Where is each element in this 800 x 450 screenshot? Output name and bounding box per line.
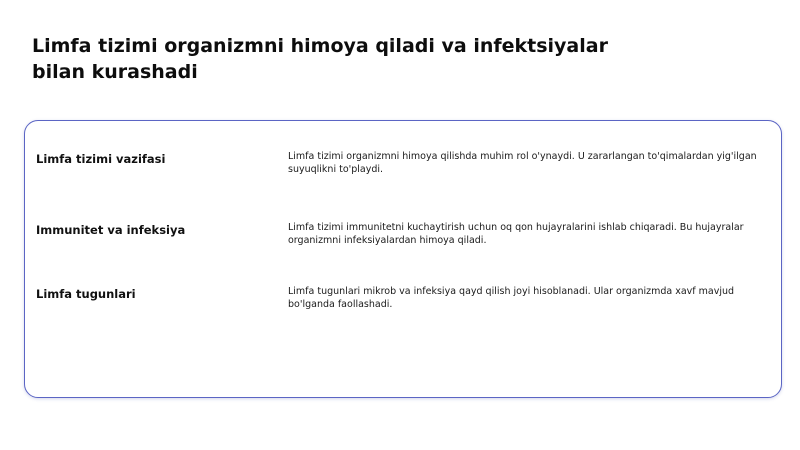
row-description: Limfa tugunlari mikrob va infeksiya qayd qilish joyi hisoblanadi. Ular organizmda xavf mavjud bo'lganda faollashadi. — [288, 286, 735, 310]
row-description: Limfa tizimi organizmni himoya qilishda muhim rol o'ynaydi. U zararlangan to'qimalardan yig'ilgan suyuqlikni to'playdi. — [288, 151, 757, 175]
slide-title: Limfa tizimi organizmni himoya qiladi va infektsiyalar bilan kurashadi — [32, 35, 608, 83]
row-description: Limfa tizimi immunitetni kuchaytirish uchun oq qon hujayralarini ishlab chiqaradi. Bu hujayralar organizmni infeksiyalardan himoya qiladi. — [288, 222, 744, 246]
row-heading: Limfa tizimi vazifasi — [36, 152, 166, 166]
content-panel — [24, 120, 782, 398]
row-heading: Immunitet va infeksiya — [36, 223, 186, 237]
row-heading: Limfa tugunlari — [36, 287, 136, 301]
